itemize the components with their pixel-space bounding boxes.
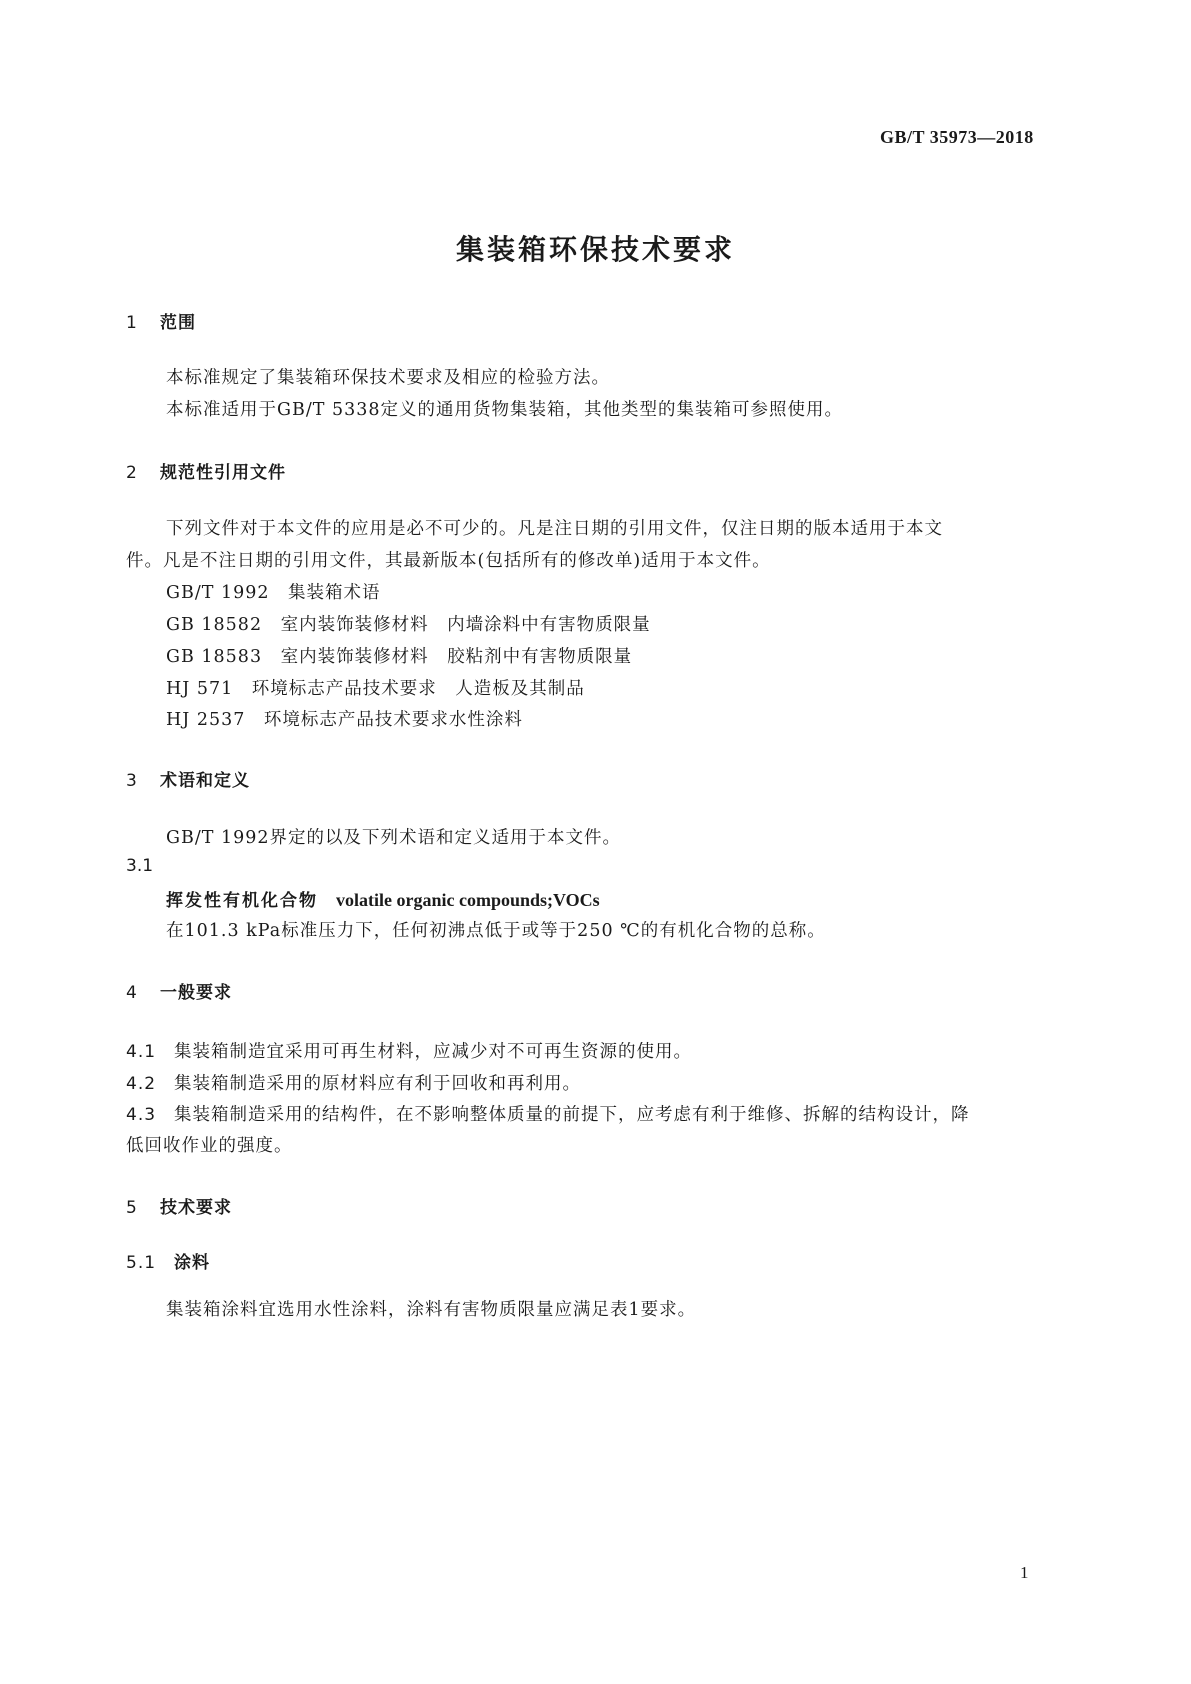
paragraph: 本标准规定了集装箱环保技术要求及相应的检验方法。 (166, 368, 610, 388)
section-4-heading (126, 978, 232, 1003)
reference-item: GB 18583 室内装饰装修材料 胶粘剂中有害物质限量 (166, 647, 633, 667)
section-1-heading (126, 308, 196, 333)
paragraph: 下列文件对于本文件的应用是必不可少的。凡是注日期的引用文件，仅注日期的版本适用于本文 (166, 519, 943, 539)
clause-item (126, 1101, 970, 1126)
document-title: 集装箱环保技术要求 (455, 233, 735, 266)
paragraph: GB/T 1992界定的以及下列术语和定义适用于本文件。 (166, 828, 622, 848)
section-5-heading (126, 1193, 232, 1218)
reference-item: HJ 2537 环境标志产品技术要求水性涂料 (166, 710, 523, 730)
term-number: 3.1 (126, 856, 154, 876)
term-english: volatile organic compounds;VOCs (336, 890, 600, 910)
clause-text: 集装箱制造采用的原材料应有利于回收和再利用。 (174, 1074, 581, 1094)
reference-item: GB/T 1992 集装箱术语 (166, 583, 381, 603)
section-title: 术语和定义 (160, 771, 250, 791)
section-3-heading (126, 766, 250, 791)
paragraph-continuation: 件。凡是不注日期的引用文件，其最新版本(包括所有的修改单)适用于本文件。 (126, 551, 771, 571)
term-definition: 在101.3 kPa标准压力下，任何初沸点低于或等于250 ℃的有机化合物的总称。 (166, 921, 826, 941)
clause-number: 4.1 (126, 1042, 157, 1062)
section-title: 一般要求 (160, 983, 232, 1003)
section-title: 规范性引用文件 (160, 463, 286, 483)
subsection-title: 涂料 (174, 1253, 210, 1273)
paragraph: 集装箱涂料宜选用水性涂料，涂料有害物质限量应满足表1要求。 (166, 1300, 697, 1320)
clause-number: 4.3 (126, 1105, 157, 1125)
standard-code: GB/T 35973—2018 (880, 127, 1034, 147)
term-entry (166, 886, 600, 911)
section-number: 3 (126, 771, 138, 791)
section-2-heading (126, 458, 286, 483)
clause-text: 集装箱制造采用的结构件，在不影响整体质量的前提下，应考虑有利于维修、拆解的结构设计，降 (174, 1105, 970, 1125)
section-number: 1 (126, 313, 138, 333)
term-chinese: 挥发性有机化合物 (166, 891, 318, 911)
section-title: 技术要求 (160, 1198, 232, 1218)
clause-continuation: 低回收作业的强度。 (126, 1136, 293, 1156)
subsection-5-1-heading (126, 1248, 210, 1273)
reference-item: HJ 571 环境标志产品技术要求 人造板及其制品 (166, 679, 585, 699)
subsection-number: 5.1 (126, 1253, 157, 1273)
section-title: 范围 (160, 313, 196, 333)
clause-item (126, 1038, 692, 1063)
section-number: 2 (126, 463, 138, 483)
clause-item (126, 1070, 581, 1095)
section-number: 5 (126, 1198, 138, 1218)
page-number: 1 (1020, 1563, 1029, 1582)
reference-item: GB 18582 室内装饰装修材料 内墙涂料中有害物质限量 (166, 615, 651, 635)
clause-text: 集装箱制造宜采用可再生材料，应减少对不可再生资源的使用。 (174, 1042, 692, 1062)
clause-number: 4.2 (126, 1074, 157, 1094)
paragraph: 本标准适用于GB/T 5338定义的通用货物集装箱，其他类型的集装箱可参照使用。 (166, 400, 844, 420)
section-number: 4 (126, 983, 138, 1003)
